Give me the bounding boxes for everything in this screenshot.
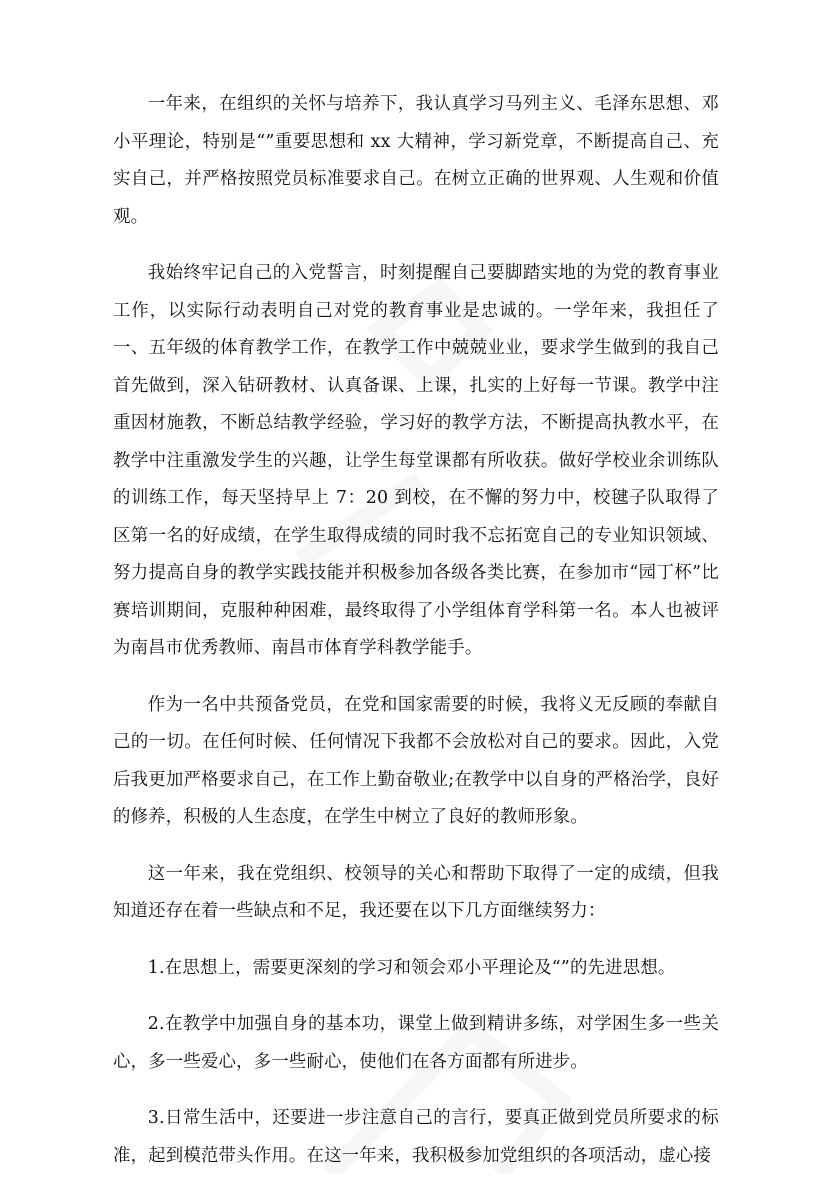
list-item-2: 2.在教学中加强自身的基本功，课堂上做到精讲多练，对学困生多一些关心，多一些爱心，多一些耐心，使他们在各方面都有所进步。 xyxy=(113,1014,719,1072)
paragraph-2: 我始终牢记自己的入党誓言，时刻提醒自己要脚踏实地的为党的教育事业工作，以实际行动表明自己对党的教育事业是忠诚的。一学年来，我担任了一、五年级的体育教学工作，在教学工作中兢兢业业，要求学生做到的我自己首先做到，深入钻研教材、认真备课、上课，扎实的上好每一节课。教学中注重因材施教，不断总结教学经验，学习好的教学方法，不断提高执教水平，在教学中注重激发学生的兴趣，让学生每堂课都有所收获。做好学校业余训练队的训练工作，每天坚持早上 7：20 到校，在不懈的努力中，校毽子队取得了区第一名的好成绩，在学生取得成绩的同时我不忘拓宽自己的专业知识领域、努力提高自身的教学实践技能并积极参加各级各类比赛，在参加市“园丁杯”比赛培训期间，克服种种困难，最终取得了小学组体育学科第一名。本人也被评为南昌市优秀教师、南昌市体育学科教学能手。 xyxy=(113,263,719,658)
list-item-3: 3.日常生活中，还要进一步注意自己的言行，要真正做到党员所要求的标准，起到模范带头作用。在这一年来，我积极参加党组织的各项活动，虚心接 xyxy=(113,1108,719,1166)
document-body xyxy=(113,86,719,1194)
paragraph-1: 一年来，在组织的关怀与培养下，我认真学习马列主义、毛泽东思想、邓小平理论，特别是“”重要思想和 xx 大精神，学习新党章，不断提高自己、充实自己，并严格按照党员标准要求自己。在树立正确的世界观、人生观和价值观。 xyxy=(113,94,719,227)
list-item-1: 1.在思想上，需要更深刻的学习和领会邓小平理论及“”的先进思想。 xyxy=(147,957,676,978)
paragraph-4: 这一年来，我在党组织、校领导的关心和帮助下取得了一定的成绩，但我知道还存在着一些缺点和不足，我还要在以下几方面继续努力： xyxy=(113,863,719,921)
paragraph-3: 作为一名中共预备党员，在党和国家需要的时候，我将义无反顾的奉献自己的一切。在任何时候、任何情况下我都不会放松对自己的要求。因此，入党后我更加严格要求自己，在工作上勤奋敬业;在教学中以自身的严格治学，良好的修养，积极的人生态度，在学生中树立了良好的教师形象。 xyxy=(113,694,719,827)
